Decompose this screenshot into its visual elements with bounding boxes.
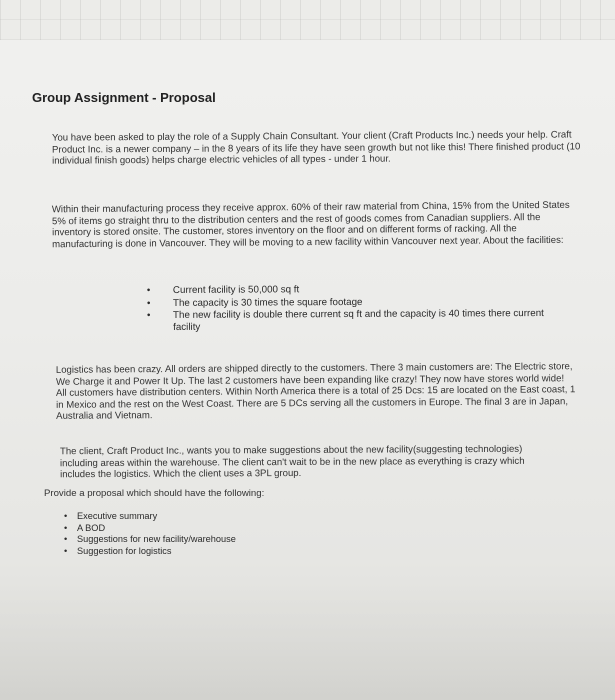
list-item bbox=[62, 511, 362, 523]
list-item-text: Executive summary bbox=[77, 511, 158, 521]
bullet-icon: • bbox=[64, 534, 68, 544]
list-item bbox=[145, 308, 565, 333]
bullet-icon: • bbox=[64, 545, 68, 556]
bullet-icon: • bbox=[64, 511, 68, 521]
list-item bbox=[145, 295, 565, 309]
list-item bbox=[62, 523, 362, 535]
list-item-text: A BOD bbox=[77, 522, 106, 533]
list-item-text: Suggestions for new facility/warehouse bbox=[77, 534, 236, 544]
list-item bbox=[62, 546, 362, 558]
grid-strip bbox=[0, 0, 615, 40]
list-item bbox=[62, 534, 362, 546]
list-item bbox=[145, 283, 565, 297]
bullet-icon: • bbox=[146, 285, 151, 297]
manufacturing-paragraph: Within their manufacturing process they receive approx. 60% of their raw material from China, 15% from the United States 5% of items go straight thru to the distribution centers and the rest of goods comes from Canadian suppliers. All the inventory is stored onsite. The customer, stores inventory on the floor and on different forms of racking. All the manufacturing is done in Vancouver. They will be moving to a new facility within Vancouver next year. About the facilities: bbox=[51, 199, 570, 250]
client-paragraph: The client, Craft Product Inc., wants you to make suggestions about the new facility(suggesting technologies) including areas within the warehouse. The client can't wait to be in the new place as everything is crazy which includes the logistics. Which the client uses a 3PL group. bbox=[59, 443, 525, 481]
bullet-icon: • bbox=[147, 310, 151, 322]
proposal-list bbox=[62, 511, 362, 557]
page-title: Group Assignment - Proposal bbox=[32, 90, 216, 105]
list-item-text: The capacity is 30 times the square footage bbox=[172, 296, 363, 309]
list-item-text: Current facility is 50,000 sq ft bbox=[172, 284, 300, 296]
bullet-icon: • bbox=[64, 522, 68, 533]
proposal-intro: Provide a proposal which should have the following: bbox=[44, 488, 265, 499]
facility-list bbox=[145, 283, 565, 334]
page-shadow bbox=[0, 580, 615, 700]
bullet-icon: • bbox=[146, 297, 151, 309]
list-item-text: Suggestion for logistics bbox=[77, 545, 172, 556]
intro-paragraph: You have been asked to play the role of a Supply Chain Consultant. Your client (Craft Products Inc.) needs your help. Craft Product Inc. is a newer company – in the 8 years of its life they have seen growth but not like this! There finished product (10 individual finish goods) helps charge electric vehicles of all types - under 1 hour. bbox=[51, 129, 581, 167]
list-item-text: The new facility is double there current sq ft and the capacity is 40 times there current facility bbox=[173, 308, 544, 333]
logistics-paragraph: Logistics has been crazy. All orders are shipped directly to the customers. There 3 main customers are: The Electric store, We Charge it and Power It Up. The last 2 customers have been expanding like crazy! They now have stores world wide! All customers have distribution centers. Within North America there is a total of 25 Dcs: 15 are located on the East coast, 1 in Mexico and the rest on the West Coast. There are 5 DCs serving all the customers in Europe. The final 3 are in Japan, Australia and Vietnam. bbox=[55, 361, 576, 422]
